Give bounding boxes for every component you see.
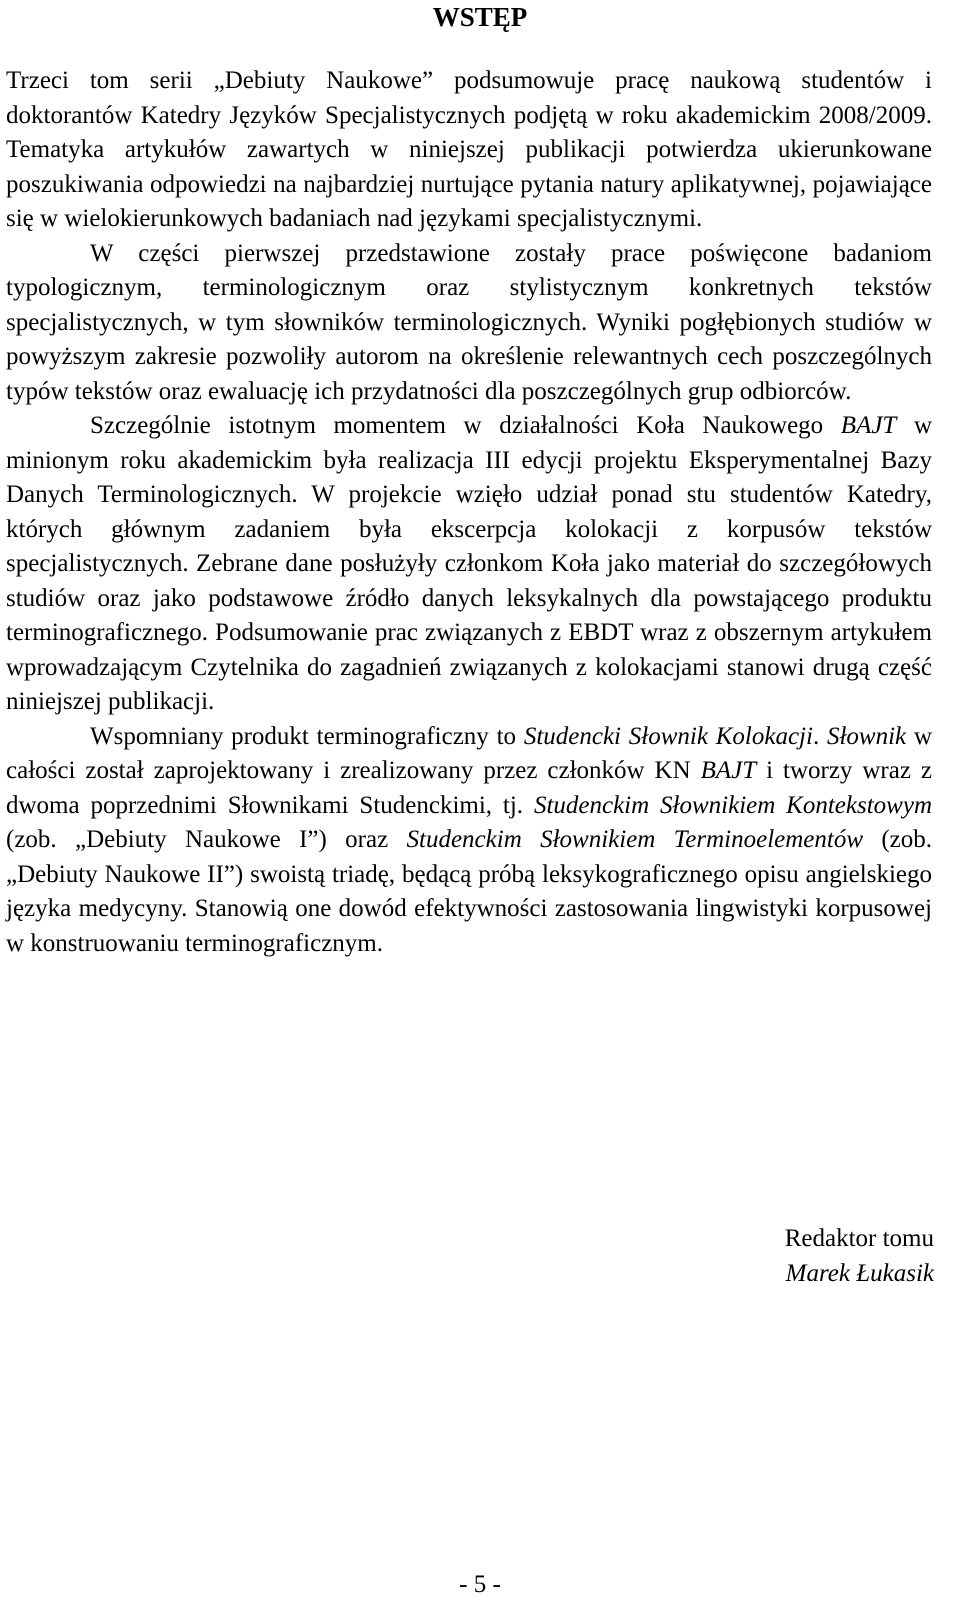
- italic-text-segment: BAJT: [700, 757, 757, 784]
- page-title: WSTĘP: [432, 2, 528, 32]
- signature-name: Marek Łukasik: [785, 1259, 934, 1287]
- text-segment: Wspomniany produkt terminograficzny to: [90, 722, 524, 750]
- text-segment: (zob. „Debiuty Naukowe II”) swoistą triadę, będącą próbą leksykograficznego opisu angielskiego języka medycyny. Stanowią one dowód efektywności zastosowania lingwistyki korpusowej w konstruowaniu terminograficznym.: [6, 826, 933, 957]
- signature-block: [785, 1222, 934, 1291]
- paragraph-4: [6, 720, 932, 962]
- text-segment: i tworzy wraz z dwoma poprzednimi Słownikami Studenckimi, tj.: [6, 757, 932, 819]
- text-segment: w minionym roku akademickim była realizacja III edycji projektu Eksperymentalnej Bazy Danych Terminologicznych. W projekcie wzięło udział ponad stu studentów Katedry, których głównym zadaniem była ekscerpcja kolokacji z korpusów tekstów specjalistycznych. Zebrane dane posłużyły członkom Koła jako materiał do szczegółowych studiów oraz jako podstawowe źródło danych leksykalnych dla powstającego produktu terminograficznego. Podsumowanie prac związanych z EBDT wraz z obszernym artykułem wprowadzającym Czytelnika do zagadnień związanych z kolokacjami stanowi drugą część niniejszej publikacji.: [6, 412, 932, 715]
- text-segment: w całości został zaprojektowany i zrealizowany przez członków KN: [6, 722, 932, 784]
- italic-text-segment: Studenckim Słownikiem Kontekstowym: [533, 791, 932, 819]
- text-segment: W części pierwszej przedstawione zostały prace poświęcone badaniom typologicznym, terminologicznym oraz stylistycznym konkretnych tekstów specjalistycznych, w tym słowników terminologicznych. Wyniki pogłębionych studiów w powyższym zakresie pozwoliły autorom na określenie relewantnych cech poszczególnych typów tekstów oraz ewaluację ich przydatności dla poszczególnych grup odbiorców.: [6, 239, 932, 405]
- italic-text-segment: Studenckim Słownikiem Terminoelementów: [406, 826, 864, 853]
- signature-role: Redaktor tomu: [784, 1225, 934, 1252]
- italic-text-segment: BAJT: [840, 412, 897, 439]
- body-text: [6, 64, 932, 961]
- paragraph-1: [6, 64, 932, 237]
- italic-text-segment: Słownik: [826, 722, 907, 750]
- text-segment: Szczególnie istotnym momentem w działalności Koła Naukowego: [90, 412, 841, 439]
- paragraph-3: [6, 409, 932, 720]
- paragraph-2: [6, 237, 932, 410]
- text-segment: .: [812, 722, 827, 750]
- text-segment: Trzeci tom serii „Debiuty Naukowe” podsumowuje pracę naukową studentów i doktorantów Katedry Języków Specjalistycznych podjętą w roku akademickim 2008/2009. Tematyka artykułów zawartych w niniejszej publikacji potwierdza ukierunkowane poszukiwania odpowiedzi na najbardziej nurtujące pytania natury aplikatywnej, pojawiające się w wielokierunkowych badaniach nad językami specjalistycznymi.: [6, 67, 932, 232]
- italic-text-segment: Studencki Słownik Kolokacji: [523, 722, 813, 750]
- text-segment: (zob. „Debiuty Naukowe I”) oraz: [6, 826, 407, 853]
- page-number: - 5 -: [459, 1571, 501, 1598]
